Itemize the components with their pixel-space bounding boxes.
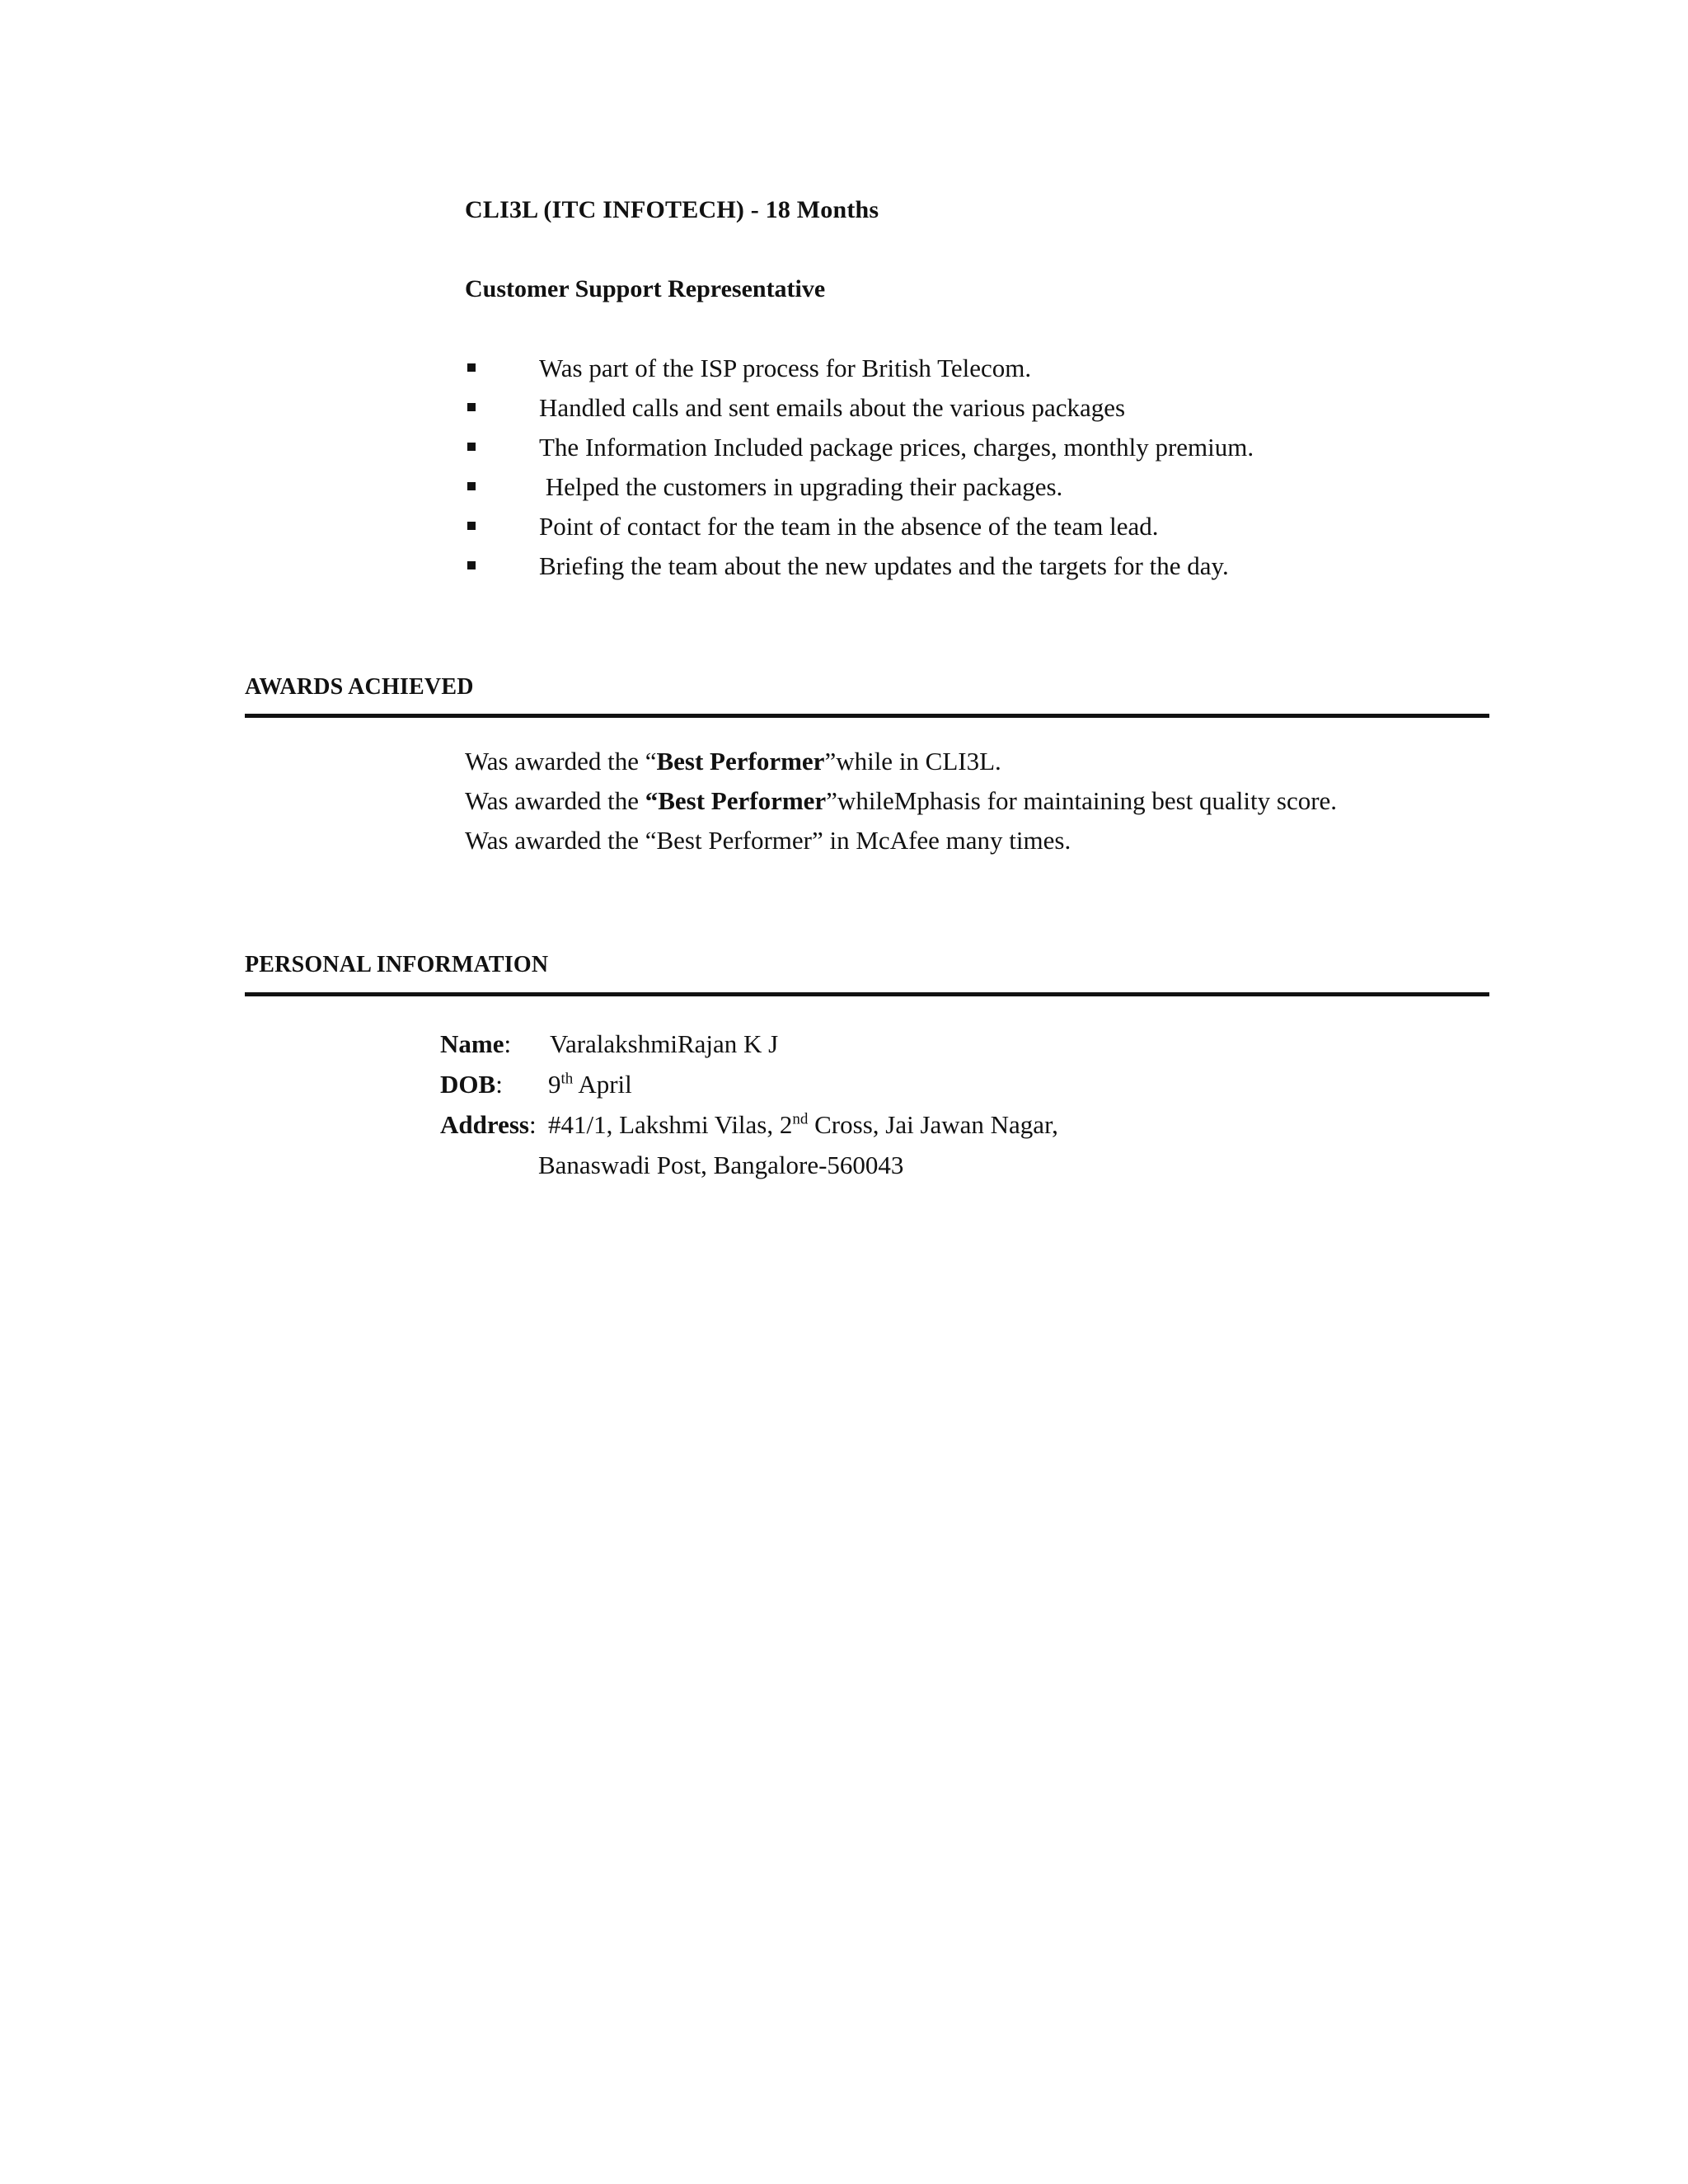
address-line-2: Banaswadi Post, Bangalore-560043 bbox=[538, 1151, 904, 1179]
square-bullet-icon bbox=[467, 522, 476, 530]
address-sup: nd bbox=[792, 1110, 809, 1128]
square-bullet-icon bbox=[467, 482, 476, 490]
job-role: Customer Support Representative bbox=[465, 275, 826, 302]
company-title: CLI3L (ITC INFOTECH) - 18 Months bbox=[465, 196, 879, 223]
name-value: VaralakshmiRajan K J bbox=[550, 1029, 779, 1058]
award-text-suffix: ”whileMphasis for maintaining best quality score. bbox=[826, 786, 1338, 815]
bullet-text: Handled calls and sent emails about the various packages bbox=[539, 393, 1126, 422]
address-row: Address: #41/1, Lakshmi Vilas, 2nd Cross, Jai Jawan Nagar, bbox=[440, 1110, 1058, 1139]
bullet-text: The Information Included package prices, charges, monthly premium. bbox=[539, 433, 1254, 462]
square-bullet-icon bbox=[467, 561, 476, 569]
personal-info-heading: PERSONAL INFORMATION bbox=[245, 952, 549, 977]
dob-label: DOB bbox=[440, 1070, 496, 1099]
bullet-text: Point of contact for the team in the absence of the team lead. bbox=[539, 512, 1159, 541]
award-line bbox=[465, 826, 1071, 855]
dob-month: April bbox=[573, 1070, 632, 1099]
award-line bbox=[465, 786, 1337, 816]
address-part-1: #41/1, Lakshmi Vilas, 2 bbox=[548, 1110, 793, 1139]
square-bullet-icon bbox=[467, 403, 476, 411]
dob-value bbox=[548, 1070, 632, 1099]
bullet-text: Helped the customers in upgrading their packages. bbox=[539, 472, 1063, 501]
dob-suffix: th bbox=[560, 1070, 574, 1088]
bullet-text: Was part of the ISP process for British Telecom. bbox=[539, 354, 1032, 382]
name-label: Name bbox=[440, 1029, 504, 1058]
award-text-bold: “Best Performer bbox=[645, 786, 827, 815]
dob-row: DOB: 9th April bbox=[440, 1070, 632, 1099]
address-label: Address bbox=[440, 1110, 529, 1139]
address-line-1 bbox=[548, 1110, 1058, 1140]
square-bullet-icon bbox=[467, 443, 476, 451]
bullet-text: Briefing the team about the new updates and the targets for the day. bbox=[539, 551, 1229, 580]
awards-divider bbox=[245, 714, 1489, 718]
square-bullet-icon bbox=[467, 363, 476, 372]
award-text-bold: Best Performer bbox=[656, 747, 825, 776]
award-text-prefix: Was awarded the bbox=[465, 786, 645, 815]
award-text-prefix: Was awarded the “Best Performer” in McAfee many times. bbox=[465, 826, 1071, 855]
award-text-prefix: Was awarded the “ bbox=[465, 747, 657, 776]
award-line bbox=[465, 747, 1001, 776]
award-text-suffix: ”while in CLI3L. bbox=[824, 747, 1001, 776]
awards-heading: AWARDS ACHIEVED bbox=[245, 674, 474, 700]
personal-info-divider bbox=[245, 992, 1489, 996]
dob-day: 9 bbox=[548, 1070, 561, 1099]
name-row: Name: VaralakshmiRajan K J bbox=[440, 1029, 779, 1058]
address-part-2: Cross, Jai Jawan Nagar, bbox=[808, 1110, 1058, 1139]
